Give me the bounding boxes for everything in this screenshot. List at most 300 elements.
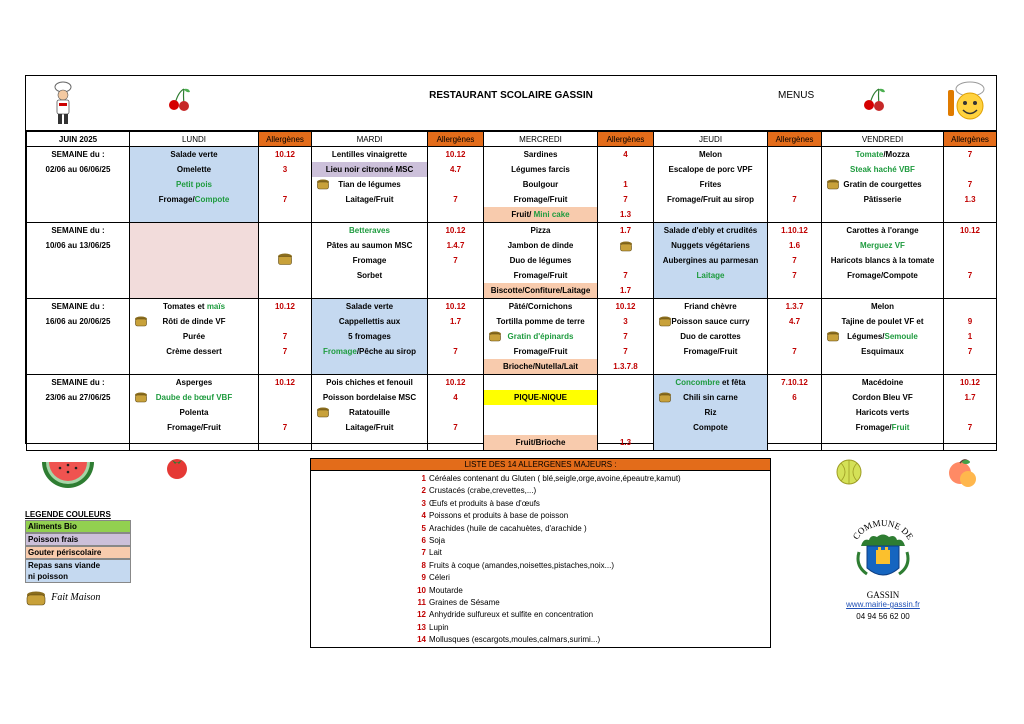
- allergen-code: [259, 314, 311, 329]
- allergen-item: [415, 585, 681, 597]
- commune-website-link[interactable]: www.mairie-gassin.fr: [846, 600, 920, 609]
- allergen-code: 7: [967, 423, 973, 432]
- week-label: [27, 299, 130, 375]
- menu-item: Macédoine: [861, 378, 904, 387]
- cooking-pot-icon: [826, 178, 840, 191]
- menu-item-part: et fêta: [719, 378, 746, 387]
- menu-item-empty: [484, 405, 597, 420]
- menu-item: Crème dessert: [166, 347, 222, 356]
- menu-item: [822, 420, 943, 435]
- menu-item: Haricots verts: [855, 408, 910, 417]
- allergen-code: [768, 329, 821, 344]
- menu-item: [130, 299, 258, 314]
- allergen-text: Soja: [429, 535, 446, 545]
- menu-item-text: Tian de légumes: [338, 180, 401, 189]
- menu-item-text: Chili sin carne: [683, 393, 738, 402]
- menu-item-fresh-fish: Lieu noir citronné MSC: [312, 162, 427, 177]
- allergen-code: 10.12: [615, 302, 636, 311]
- restaurant-title: RESTAURANT SCOLAIRE GASSIN: [429, 90, 593, 101]
- allergen-code: 1.3.7.8: [613, 362, 638, 371]
- menu-item-text: Gratin de courgettes: [843, 180, 922, 189]
- allergen-text: Œufs et produits à base d'œufs: [429, 498, 540, 508]
- menu-item-empty: [484, 420, 597, 435]
- menu-item: Fromage/Fruit: [167, 423, 221, 432]
- allergen-empty: [598, 390, 653, 405]
- menu-item-bio: maïs: [206, 302, 226, 311]
- allergen-code: 3: [282, 165, 288, 174]
- allergen-code: 7: [967, 150, 973, 159]
- melon-icon: [834, 457, 864, 487]
- menu-item: [822, 147, 943, 162]
- lundi-allergens: [259, 223, 312, 299]
- picnic-label: PIQUE-NIQUE: [484, 390, 597, 405]
- allergen-code: 7.10.12: [781, 378, 808, 387]
- allergen-item: [415, 560, 681, 572]
- vendredi-menu: [822, 223, 944, 299]
- allergen-code: 10.12: [274, 378, 296, 387]
- tomato-icon: [163, 454, 191, 480]
- mardi-allergens: [428, 223, 484, 299]
- allergen-empty: [598, 405, 653, 420]
- allergen-code: [259, 390, 311, 405]
- allergen-item: [415, 622, 681, 634]
- week-label-title: SEMAINE du :: [51, 378, 105, 387]
- menu-item-gouter: Biscotte/Confiture/Laitage: [484, 283, 597, 298]
- menu-item: Lentilles vinaigrette: [331, 150, 408, 159]
- allergen-code: 1.7: [964, 393, 976, 402]
- lundi-allergens: [259, 375, 312, 451]
- mardi-menu: [312, 147, 428, 223]
- menu-item-bio: Fruit: [891, 423, 910, 432]
- jeudi-allergens: [768, 375, 822, 451]
- allergen-code: [944, 405, 996, 420]
- allergen-code: 10.12: [274, 150, 296, 159]
- table-header-row: [27, 132, 997, 147]
- allergen-text: Céleri: [429, 573, 450, 583]
- allergen-header: Allergènes: [768, 132, 822, 147]
- week-label: [27, 223, 130, 299]
- vendredi-allergens: [944, 375, 997, 451]
- cherries-icon: [861, 86, 887, 112]
- menu-item: Esquimaux: [861, 347, 904, 356]
- allergen-code: 1: [967, 332, 973, 341]
- allergen-text: Anhydride sulfureux et sulfite en concentration: [429, 610, 594, 620]
- allergen-number: 5: [421, 523, 426, 533]
- allergen-code: [428, 405, 483, 420]
- day-header-vendredi: VENDREDI: [822, 132, 944, 147]
- week-row: [27, 223, 997, 299]
- menu-item-bio: Tomate: [855, 150, 884, 159]
- menu-item: [130, 314, 258, 329]
- day-header-lundi: LUNDI: [130, 132, 259, 147]
- fait-maison-label: Fait Maison: [51, 592, 101, 604]
- menu-item: Fromage/Fruit: [683, 347, 738, 356]
- allergen-text: Lait: [429, 548, 442, 558]
- menu-item: Carottes à l'orange: [846, 226, 919, 235]
- jeudi-menu: [654, 147, 768, 223]
- menu-item-bio: [130, 390, 258, 405]
- allergen-code: 7: [623, 347, 628, 356]
- menu-item: [654, 375, 767, 390]
- menu-item: Asperges: [175, 378, 213, 387]
- menu-item: Melon: [870, 302, 895, 311]
- week-label-title: SEMAINE du :: [51, 150, 105, 159]
- allergen-text: Graines de Sésame: [429, 597, 500, 607]
- menu-item: Laitage/Fruit: [345, 423, 394, 432]
- legend-title: LEGENDE COULEURS: [25, 510, 111, 519]
- allergen-number: 6: [421, 535, 426, 545]
- allergen-code: [768, 420, 821, 435]
- menu-item: Fromage: [352, 256, 387, 265]
- allergen-item: [415, 473, 681, 485]
- menu-item: Duo de carottes: [680, 332, 741, 341]
- allergen-item: [415, 510, 681, 522]
- allergen-code: [944, 253, 996, 268]
- menu-item: Frites: [699, 180, 722, 189]
- allergen-header: Allergènes: [944, 132, 997, 147]
- allergen-code: 1.3: [619, 210, 632, 219]
- menu-item: Tajine de poulet VF et: [841, 317, 924, 326]
- allergen-code: [944, 299, 996, 314]
- jeudi-allergens: [768, 223, 822, 299]
- menu-item-text: Rôti de dinde VF: [162, 317, 226, 326]
- allergen-item: [415, 597, 681, 609]
- menu-item: Fromage/Fruit au sirop: [666, 195, 755, 204]
- menu-item: Jambon de dinde: [507, 241, 574, 250]
- menu-item: [822, 177, 943, 192]
- menu-item: Riz: [704, 408, 717, 417]
- mercredi-allergens: [598, 223, 654, 299]
- mardi-allergens: [428, 299, 484, 375]
- week-label-dates: 10/06 au 13/06/25: [45, 241, 111, 250]
- allergen-text: Céréales contenant du Gluten ( blé,seigle,orge,avoine,épeautre,kamut): [429, 474, 681, 483]
- menu-item-bio: Steak haché VBF: [850, 165, 915, 174]
- lundi-allergens: [259, 299, 312, 375]
- allergen-code: [768, 147, 821, 162]
- menu-item-part: Tomates et: [162, 302, 207, 311]
- mardi-menu: [312, 223, 428, 299]
- color-legend: [25, 510, 131, 607]
- menu-item: Aubergines au parmesan: [662, 256, 759, 265]
- allergen-code: 7: [282, 423, 288, 432]
- allergen-text: Fruits à coque (amandes,noisettes,pistaches,noix...): [429, 560, 614, 570]
- vendredi-allergens: [944, 299, 997, 375]
- allergen-code: [598, 253, 653, 268]
- menus-label: MENUS: [778, 90, 815, 101]
- menu-item: [312, 177, 427, 192]
- allergen-code: 7: [623, 332, 628, 341]
- mercredi-menu: [484, 147, 598, 223]
- menu-item: Sorbet: [356, 271, 383, 280]
- menu-item: Salade verte: [170, 150, 218, 159]
- menu-item: Sardines: [523, 150, 558, 159]
- cooking-pot-icon: [488, 330, 502, 343]
- allergen-number: 13: [417, 622, 426, 632]
- allergen-code: 7: [792, 271, 797, 280]
- allergen-code: 1.3.7: [785, 302, 804, 311]
- menu-item: Omelette: [176, 165, 212, 174]
- allergen-number: 9: [421, 573, 426, 583]
- menu-item: [654, 390, 767, 405]
- chef-smiley-icon: [944, 80, 988, 126]
- legend-fresh-fish: Poisson frais: [25, 533, 131, 546]
- allergen-code: 7: [792, 347, 797, 356]
- allergen-code: [428, 268, 483, 283]
- menu-item-text: Ratatouille: [349, 408, 390, 417]
- allergen-code: 1.10.12: [781, 226, 808, 235]
- menu-item-part: /Mozza: [883, 150, 910, 159]
- menu-item-text: Poisson sauce curry: [671, 317, 750, 326]
- allergen-code: [259, 177, 311, 192]
- menu-item-bio: [484, 329, 597, 344]
- peach-icon: [946, 456, 980, 492]
- allergen-code: 10.12: [959, 378, 981, 387]
- menu-item-bio: Mini cake: [533, 210, 570, 219]
- menu-item: Compote: [693, 423, 728, 432]
- allergen-code: 7: [967, 271, 973, 280]
- allergen-number: 1: [421, 474, 426, 483]
- watermelon-icon: [40, 454, 96, 490]
- allergen-code: [768, 177, 821, 192]
- menu-item-part: Fromage/: [158, 195, 195, 204]
- allergen-code: 7: [453, 347, 458, 356]
- allergen-code: 4.7: [788, 317, 801, 326]
- allergen-code: 10.12: [445, 150, 466, 159]
- legend-vegetarian: Repas sans viande: [25, 559, 131, 571]
- cooking-pot-icon: [658, 315, 672, 328]
- legend-vegetarian-2: ni poisson: [25, 571, 131, 583]
- menu-item-part: Fromage/: [855, 423, 892, 432]
- commune-name: GASSIN: [866, 590, 900, 600]
- menu-item: Polenta: [179, 408, 209, 417]
- menu-item-bio: Merguez VF: [860, 241, 905, 250]
- allergen-code: 7: [282, 195, 288, 204]
- allergen-code: 7: [967, 180, 973, 189]
- menu-item: Poisson bordelaise MSC: [322, 393, 417, 402]
- allergen-code: 7: [967, 347, 973, 356]
- allergen-code: 7: [453, 256, 458, 265]
- allergen-code: [944, 238, 996, 253]
- menu-item-bio: Semoule: [884, 332, 918, 341]
- allergen-code: 7: [282, 347, 288, 356]
- menu-item: Cordon Bleu VF: [852, 393, 913, 402]
- allergen-code: 7: [453, 195, 458, 204]
- vendredi-menu: [822, 147, 944, 223]
- allergen-list: [415, 473, 681, 646]
- menu-item: Pois chiches et fenouil: [326, 378, 413, 387]
- cooking-pot-icon: [619, 240, 633, 253]
- mardi-menu: [312, 299, 428, 375]
- allergen-code: 10.12: [274, 302, 296, 311]
- allergen-code: 7: [623, 271, 628, 280]
- allergen-code: 10.12: [445, 226, 466, 235]
- menu-item-bio: Petit pois: [175, 180, 212, 189]
- mercredi-menu: [484, 375, 598, 451]
- menu-item-text: Gratin d'épinards: [507, 332, 574, 341]
- menu-item: Duo de légumes: [509, 256, 572, 265]
- allergen-code: 4: [453, 393, 458, 402]
- allergen-item: [415, 634, 681, 646]
- allergen-text: Poissons et produits à base de poisson: [429, 511, 569, 521]
- cooking-pot-icon: [316, 406, 330, 419]
- mercredi-menu: [484, 223, 598, 299]
- menu-item-bio: Compote: [194, 195, 230, 204]
- commune-block: [833, 520, 933, 621]
- menu-item: [312, 344, 427, 359]
- legend-gouter: Gouter périscolaire: [25, 546, 131, 559]
- week-row: [27, 147, 997, 223]
- menu-table: [26, 131, 997, 451]
- commune-phone: 04 94 56 62 00: [856, 612, 910, 621]
- day-header-mercredi: MERCREDI: [484, 132, 598, 147]
- menu-item: [312, 405, 427, 420]
- mercredi-allergens: [598, 147, 654, 223]
- cooking-pot-icon: [658, 391, 672, 404]
- menu-item-text: Daube de bœuf VBF: [155, 393, 233, 402]
- week-label-dates: 23/06 au 27/06/25: [45, 393, 111, 402]
- lundi-menu: [130, 299, 259, 375]
- commune-arc-label: COMMUNE DE: [850, 520, 916, 542]
- allergen-item: [415, 609, 681, 621]
- allergen-code: [259, 405, 311, 420]
- lundi-menu-empty: [130, 223, 259, 299]
- allergen-text: Lupin: [429, 622, 449, 632]
- allergen-item: [415, 485, 681, 497]
- menu-item: Haricots blancs à la tomate: [830, 256, 935, 265]
- mercredi-allergens: [598, 375, 654, 451]
- menu-item-gouter: Brioche/Nutella/Lait: [484, 359, 597, 374]
- menu-item-gouter: Fruit/Brioche: [484, 435, 597, 450]
- allergen-code: [768, 405, 821, 420]
- menu-item-bio: Betteraves: [349, 226, 390, 235]
- mercredi-menu: [484, 299, 598, 375]
- week-row: [27, 299, 997, 375]
- menu-header: [26, 76, 996, 131]
- menu-item-part: /Pêche au sirop: [356, 347, 416, 356]
- vendredi-menu: [822, 299, 944, 375]
- menu-frame: [25, 75, 997, 447]
- mardi-allergens: [428, 147, 484, 223]
- cooking-pot-icon: [25, 589, 47, 607]
- allergen-code: 10.12: [959, 226, 981, 235]
- allergen-text: Mollusques (escargots,moules,calmars,surimi...): [429, 635, 601, 645]
- menu-item: Nuggets végétariens: [671, 241, 750, 250]
- allergen-text: Moutarde: [429, 585, 463, 595]
- menu-item: Légumes farcis: [511, 165, 570, 174]
- allergen-code: [768, 162, 821, 177]
- allergen-header: Allergènes: [598, 132, 654, 147]
- menu-item: Fromage/Fruit: [513, 271, 568, 280]
- menu-item: Salade verte: [345, 302, 394, 311]
- jeudi-menu: [654, 223, 768, 299]
- menu-item: 5 fromages: [348, 332, 391, 341]
- allergen-code: 4: [623, 150, 628, 159]
- menu-item: Escalope de porc VPF: [668, 165, 753, 174]
- menu-item: Fromage/Fruit: [513, 347, 568, 356]
- allergen-code: [428, 329, 483, 344]
- menu-item: Laitage/Fruit: [345, 195, 394, 204]
- allergen-empty: [598, 420, 653, 435]
- week-label-dates: 16/06 au 20/06/25: [45, 317, 111, 326]
- allergen-number: 2: [421, 486, 426, 496]
- jeudi-menu: [654, 299, 768, 375]
- mardi-allergens: [428, 375, 484, 451]
- allergen-code: 10.12: [445, 378, 466, 387]
- menu-item: [654, 314, 767, 329]
- menu-item-bio: Fromage: [323, 347, 357, 356]
- cooking-pot-icon: [277, 252, 293, 267]
- week-label-title: SEMAINE du :: [51, 226, 105, 235]
- menu-item-part: Légumes/: [847, 332, 885, 341]
- lundi-menu: [130, 375, 259, 451]
- allergen-code: 1.7: [619, 286, 632, 295]
- menu-item: [822, 329, 943, 344]
- menu-item-part: Fruit/: [511, 210, 534, 219]
- cooking-pot-icon: [316, 178, 330, 191]
- jeudi-allergens: [768, 299, 822, 375]
- allergen-code: 7: [792, 195, 797, 204]
- allergen-empty: [598, 375, 653, 390]
- week-label-title: SEMAINE du :: [51, 302, 105, 311]
- menu-item: Pâtes au saumon MSC: [326, 241, 413, 250]
- allergen-number: 8: [421, 560, 426, 570]
- jeudi-allergens: [768, 147, 822, 223]
- legend-fait-maison: [25, 589, 131, 607]
- cooking-pot-icon: [134, 391, 148, 404]
- menu-item: Pâté/Cornichons: [508, 302, 573, 311]
- menu-item: [130, 192, 258, 207]
- allergen-code: 1.3: [619, 438, 632, 447]
- week-label: [27, 375, 130, 451]
- mardi-menu: [312, 375, 428, 451]
- allergen-header: Allergènes: [428, 132, 484, 147]
- chef-icon: [50, 81, 76, 127]
- allergen-number: 11: [417, 597, 426, 607]
- allergen-text: Arachides (huile de cacahuètes, d'arachide ): [429, 523, 587, 533]
- legend-bio: Aliments Bio: [25, 520, 131, 533]
- menu-item: Pâtisserie: [863, 195, 902, 204]
- jeudi-menu: [654, 375, 768, 451]
- allergen-code: 1.4.7: [446, 241, 465, 250]
- coat-of-arms-icon: [843, 520, 923, 588]
- lundi-allergens: [259, 147, 312, 223]
- menu-item-bio: Laitage: [696, 271, 725, 280]
- allergen-number: 12: [417, 610, 426, 620]
- menu-item: Tortilla pomme de terre: [496, 317, 585, 326]
- allergen-item: [415, 498, 681, 510]
- allergen-number: 10: [417, 585, 426, 595]
- month-cell: JUIN 2025: [27, 132, 130, 147]
- allergen-code: 10.12: [445, 302, 466, 311]
- menu-item-bio: Concombre: [675, 378, 720, 387]
- allergen-list-title: LISTE DES 14 ALLERGENES MAJEURS :: [311, 459, 770, 471]
- cooking-pot-icon: [826, 330, 840, 343]
- allergen-code: 1.7: [449, 317, 462, 326]
- day-header-mardi: MARDI: [312, 132, 428, 147]
- menu-item: Melon: [698, 150, 723, 159]
- allergen-code: [428, 177, 483, 192]
- allergen-code: 4.7: [449, 165, 462, 174]
- week-label: [27, 147, 130, 223]
- allergen-code: 7: [623, 195, 628, 204]
- week-row: [27, 375, 997, 451]
- allergen-code: [598, 162, 653, 177]
- menu-item: Purée: [182, 332, 206, 341]
- vendredi-menu: [822, 375, 944, 451]
- allergen-code: 1: [623, 180, 628, 189]
- allergen-number: 7: [421, 548, 426, 558]
- allergen-code: [944, 162, 996, 177]
